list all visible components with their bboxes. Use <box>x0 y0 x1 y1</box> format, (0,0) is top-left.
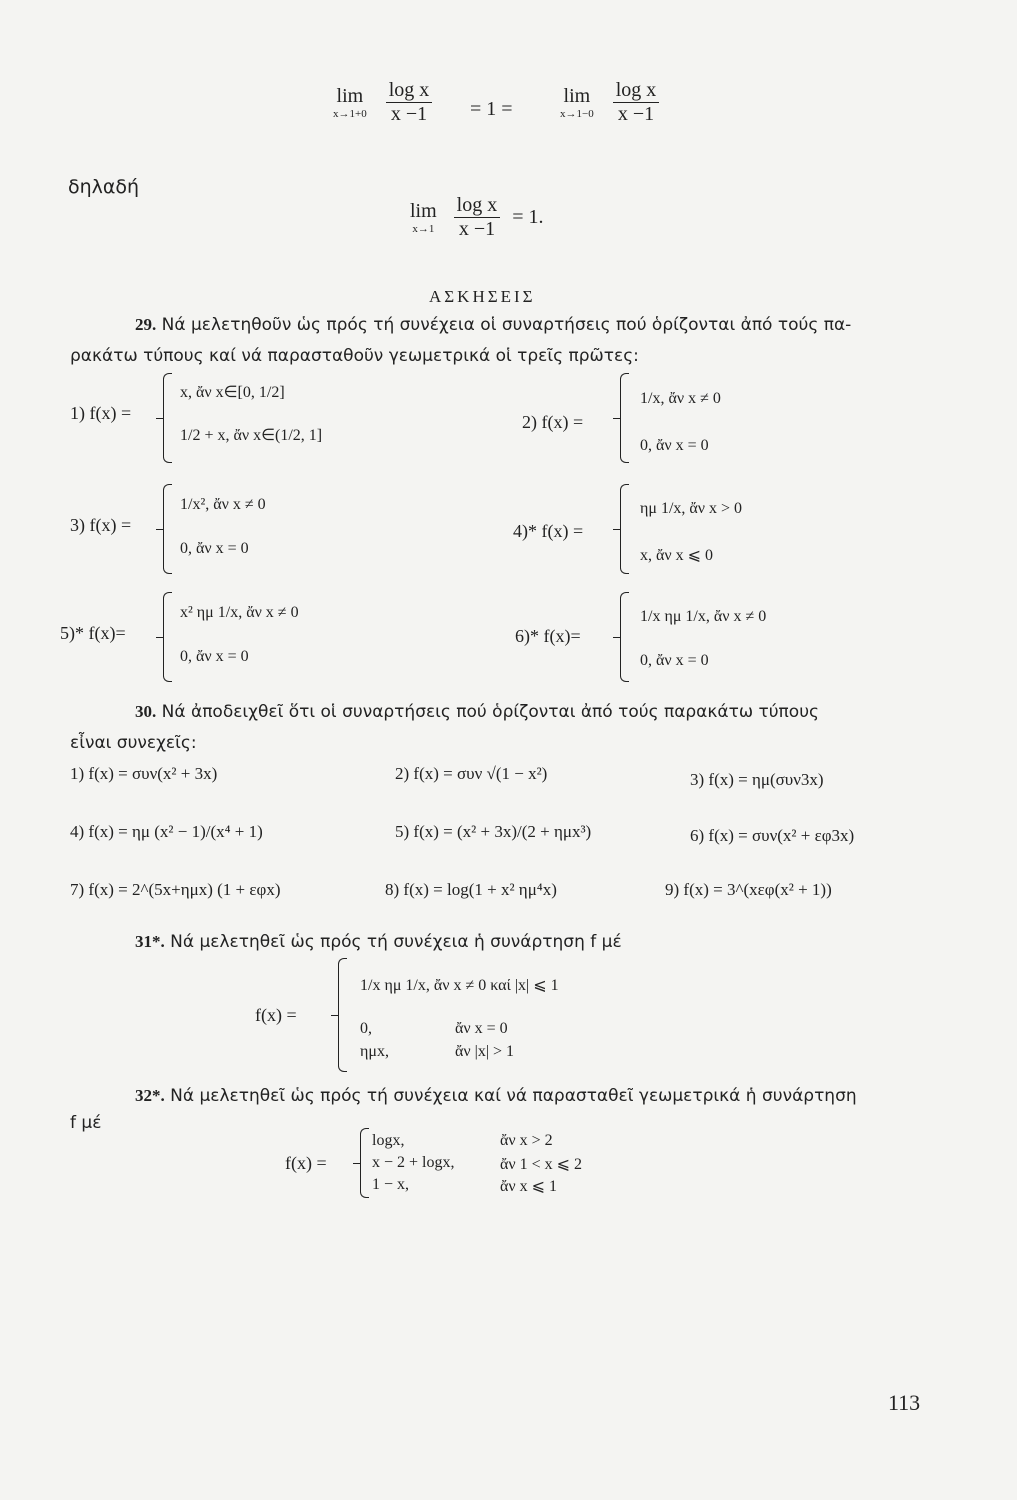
dilladi-word: δηλαδή <box>68 176 140 198</box>
limit-center <box>410 195 544 240</box>
f2-label: 2) f(x) = <box>522 412 584 432</box>
ex32-line1 <box>135 1086 857 1106</box>
ex30-line2: εἶναι συνεχεῖς: <box>70 733 197 753</box>
ex31-case3-cond: ἄν |x| > 1 <box>455 1043 515 1060</box>
limit-left <box>560 80 662 125</box>
numerator: log x <box>454 195 501 218</box>
ex29-line2: ρακάτω τύπους καί νά παρασταθοῦν γεωμετρικά οἱ τρεῖς πρῶτες: <box>70 346 639 366</box>
ex32-case1-value: logx, <box>372 1132 405 1149</box>
denominator: x −1 <box>617 103 655 125</box>
ex30-line1 <box>135 702 819 722</box>
ex32-text: Νά μελετηθεῖ ὡς πρός τή συνέχεια καί νά παρασταθεῖ γεωμετρικά ἡ συνάρτηση <box>170 1086 857 1106</box>
denominator: x −1 <box>390 103 428 125</box>
lim-subscript: x→1−0 <box>560 108 594 120</box>
ex32-case3-cond: ἄν x ⩽ 1 <box>500 1178 558 1195</box>
f1-case2: 1/2 + x, ἄν x∈(1/2, 1] <box>180 427 323 444</box>
lim-word: lim <box>336 85 364 107</box>
ex32-line2: f μέ <box>70 1113 102 1133</box>
ex30-item-2: 2) f(x) = συν √(1 − x²) <box>395 764 548 783</box>
ex32-case3-value: 1 − x, <box>372 1176 410 1193</box>
f2-case1: 1/x, ἄν x ≠ 0 <box>640 390 721 407</box>
f6-case1: 1/x ημ 1/x, ἄν x ≠ 0 <box>640 608 767 625</box>
numerator: log x <box>386 80 433 103</box>
f2-case2: 0, ἄν x = 0 <box>640 437 709 454</box>
ex32-case1-cond: ἄν x > 2 <box>500 1132 553 1149</box>
f4-brace <box>620 484 629 574</box>
lim-subscript: x→1+0 <box>333 108 367 120</box>
f4-case2: x, ἄν x ⩽ 0 <box>640 547 714 564</box>
ex31-text: Νά μελετηθεῖ ὡς πρός τή συνέχεια ἡ συνάρτηση f μέ <box>170 932 622 952</box>
ex30-item-9: 9) f(x) = 3^(xεφ(x² + 1)) <box>665 880 832 899</box>
f4-case1: ημ 1/x, ἄν x > 0 <box>640 500 743 517</box>
f2-brace <box>620 373 629 463</box>
ex30-text: Νά ἀποδειχθεῖ ὅτι οἱ συναρτήσεις πού ὁρίζονται ἀπό τούς παρακάτω τύπους <box>161 702 820 722</box>
f6-case2: 0, ἄν x = 0 <box>640 652 709 669</box>
f6-brace <box>620 592 629 682</box>
f1-case1: x, ἄν x∈[0, 1/2] <box>180 384 285 401</box>
ex31-case3-value: ημx, <box>360 1043 389 1060</box>
ex31-case2-cond: ἄν x = 0 <box>455 1020 508 1037</box>
ex32-label: f(x) = <box>285 1153 327 1173</box>
f6-label: 6)* f(x)= <box>515 626 581 646</box>
f3-label: 3) f(x) = <box>70 515 132 535</box>
f5-case1: x² ημ 1/x, ἄν x ≠ 0 <box>180 604 299 621</box>
ex30-item-6: 6) f(x) = συν(x² + εφ3x) <box>690 826 855 845</box>
f5-label: 5)* f(x)= <box>60 623 126 643</box>
numerator: log x <box>613 80 660 103</box>
ex32-case2-value: x − 2 + logx, <box>372 1154 455 1171</box>
denominator: x −1 <box>458 218 496 240</box>
f5-case2: 0, ἄν x = 0 <box>180 648 249 665</box>
fraction <box>454 195 501 240</box>
equals-end: = 1. <box>512 206 544 228</box>
ex32-brace <box>360 1128 369 1198</box>
f1-brace <box>163 373 172 463</box>
ex31-case1: 1/x ημ 1/x, ἄν x ≠ 0 καί |x| ⩽ 1 <box>360 977 559 994</box>
ex29-number: 29. <box>135 315 157 334</box>
ex29-text: Νά μελετηθοῦν ὡς πρός τή συνέχεια οἱ συναρτήσεις πού ὁρίζονται ἀπό τούς πα- <box>161 315 852 335</box>
page-number: 113 <box>888 1390 921 1415</box>
limit-right <box>333 80 435 125</box>
ex31-brace <box>338 958 347 1072</box>
ex30-item-5: 5) f(x) = (x² + 3x)/(2 + ημx³) <box>395 822 592 841</box>
fraction <box>386 80 433 125</box>
f4-label: 4)* f(x) = <box>513 521 584 541</box>
f3-case2: 0, ἄν x = 0 <box>180 540 249 557</box>
f3-case1: 1/x², ἄν x ≠ 0 <box>180 496 266 513</box>
ex30-item-7: 7) f(x) = 2^(5x+ημx) (1 + εφx) <box>70 880 281 899</box>
ex31-case2-value: 0, <box>360 1020 372 1037</box>
ex31-line1 <box>135 932 622 952</box>
lim-subscript: x→1 <box>412 223 435 235</box>
f1-label: 1) f(x) = <box>70 403 132 423</box>
ex32-number: 32*. <box>135 1086 165 1105</box>
f3-brace <box>163 484 172 574</box>
ex30-item-3: 3) f(x) = ημ(συν3x) <box>690 770 824 789</box>
section-heading: ΑΣΚΗΣΕΙΣ <box>429 287 536 306</box>
ex30-item-8: 8) f(x) = log(1 + x² ημ⁴x) <box>385 880 557 899</box>
equals-one: = 1 = <box>470 98 513 120</box>
ex31-label: f(x) = <box>255 1005 297 1025</box>
ex30-item-1: 1) f(x) = συν(x² + 3x) <box>70 764 218 783</box>
f5-brace <box>163 592 172 682</box>
ex30-number: 30. <box>135 702 157 721</box>
lim-word: lim <box>563 85 591 107</box>
lim-word: lim <box>410 200 437 222</box>
ex31-number: 31*. <box>135 932 165 951</box>
fraction <box>613 80 660 125</box>
ex32-case2-cond: ἄν 1 < x ⩽ 2 <box>500 1156 583 1173</box>
ex29-line1 <box>135 315 851 335</box>
ex30-item-4: 4) f(x) = ημ (x² − 1)/(x⁴ + 1) <box>70 822 263 841</box>
